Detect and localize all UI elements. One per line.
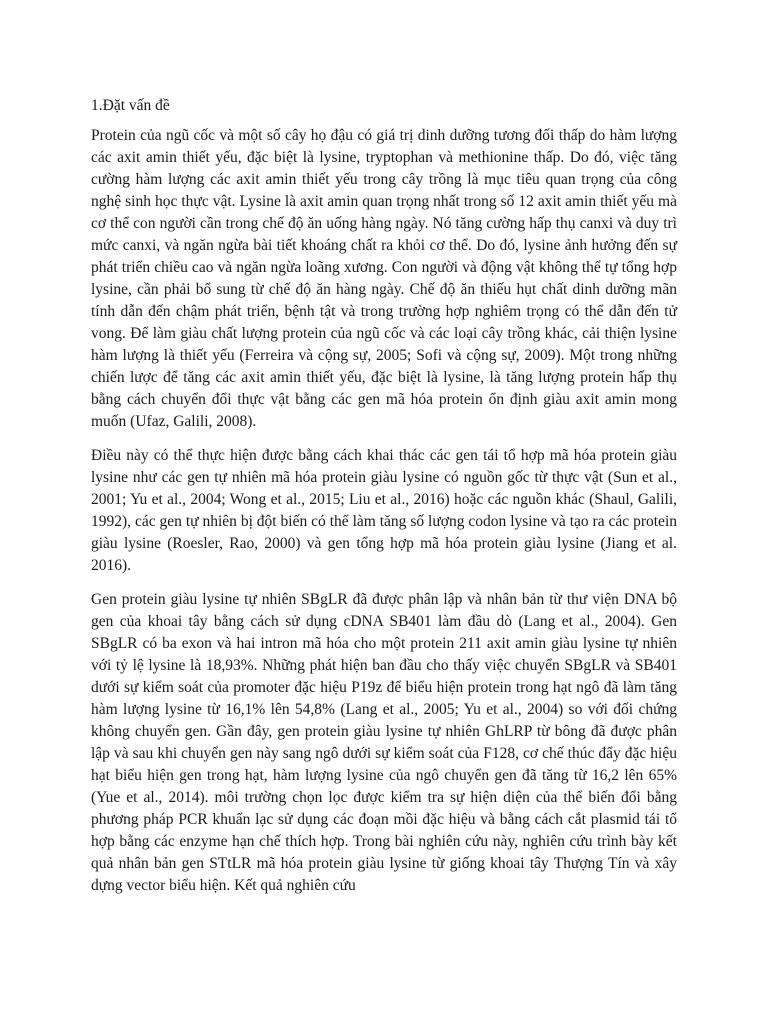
paragraph-2: Điều này có thể thực hiện được bằng cách khai thác các gen tái tổ hợp mã hóa protein giàu lysine như các gen tự nhiên mã hóa protein giàu lysine có nguồn gốc từ thực vật (Sun et al., 2001; Yu et al., 2004; Wong et al., 2015; Liu et al., 2016) hoặc các nguồn khác (Shaul, Galili, 1992), các gen tự nhiên bị đột biến có thể làm tăng số lượng codon lysine và tạo ra các protein giàu lysine (Roesler, Rao, 2000) và gen tổng hợp mã hóa protein giàu lysine (Jiang et al. 2016). (91, 447, 677, 574)
section-heading: 1.Đặt vấn đề (91, 97, 170, 114)
paragraph-1: Protein của ngũ cốc và một số cây họ đậu có giá trị dinh dưỡng tương đối thấp do hàm lượng các axit amin thiết yếu, đặc biệt là lysine, tryptophan và methionine thấp. Do đó, việc tăng cường hàm lượng các axit amin thiết yếu trong cây trồng là mục tiêu quan trọng của công nghệ sinh học thực vật. Lysine là axit amin quan trọng nhất trong số 12 axit amin thiết yếu mà cơ thể con người cần trong chế độ ăn uống hàng ngày. Nó tăng cường hấp thụ canxi và duy trì mức canxi, và ngăn ngừa bài tiết khoáng chất ra khỏi cơ thể. Do đó, lysine ảnh hưởng đến sự phát triển chiều cao và ngăn ngừa loãng xương. Con người và động vật không thể tự tổng hợp lysine, cần phải bổ sung từ chế độ ăn hàng ngày. Chế độ ăn thiếu hụt chất dinh dưỡng mãn tính dẫn đến chậm phát triển, bệnh tật và trong trường hợp nghiêm trọng có thể dẫn đến tử vong. Để làm giàu chất lượng protein của ngũ cốc và các loại cây trồng khác, cải thiện lysine hàm lượng là thiết yếu (Ferreira và cộng sự, 2005; Sofi và cộng sự, 2009). Một trong những chiến lược để tăng các axit amin thiết yếu, đặc biệt là lysine, là tăng lượng protein hấp thụ bằng cách chuyển đổi thực vật bằng các gen mã hóa protein ổn định giàu axit amin mong muốn (Ufaz, Galili, 2008). (91, 127, 677, 430)
paragraph-3: Gen protein giàu lysine tự nhiên SBgLR đã được phân lập và nhân bản từ thư viện DNA bộ gen của khoai tây bằng cách sử dụng cDNA SB401 làm đầu dò (Lang et al., 2004). Gen SBgLR có ba exon và hai intron mã hóa cho một protein 211 axit amin giàu lysine tự nhiên với tỷ lệ lysine là 18,93%. Những phát hiện ban đầu cho thấy việc chuyển SBgLR và SB401 dưới sự kiểm soát của promoter đặc hiệu P19z để biểu hiện protein trong hạt ngô đã làm tăng hàm lượng lysine từ 16,1% lên 54,8% (Lang et al., 2005; Yu et al., 2004) so với đối chứng không chuyển gen. Gần đây, gen protein giàu lysine tự nhiên GhLRP từ bông đã được phân lập và sau khi chuyển gen này sang ngô dưới sự kiểm soát của F128, cơ chế thúc đẩy đặc hiệu hạt biểu hiện gen trong hạt, hàm lượng lysine của ngô chuyển gen đã tăng từ 16,2 lên 65% (Yue et al., 2014). môi trường chọn lọc được kiểm tra sự hiện diện của thể biến đổi bằng phương pháp PCR khuẩn lạc sử dụng các đoạn mồi đặc hiệu và bằng cách cắt plasmid tái tổ hợp bằng các enzyme hạn chế thích hợp. Trong bài nghiên cứu này, nghiên cứu trình bày kết quả nhân bản gen STtLR mã hóa protein giàu lysine từ giống khoai tây Thượng Tín và xây dựng vector biểu hiện. Kết quả nghiên cứu (91, 591, 677, 894)
